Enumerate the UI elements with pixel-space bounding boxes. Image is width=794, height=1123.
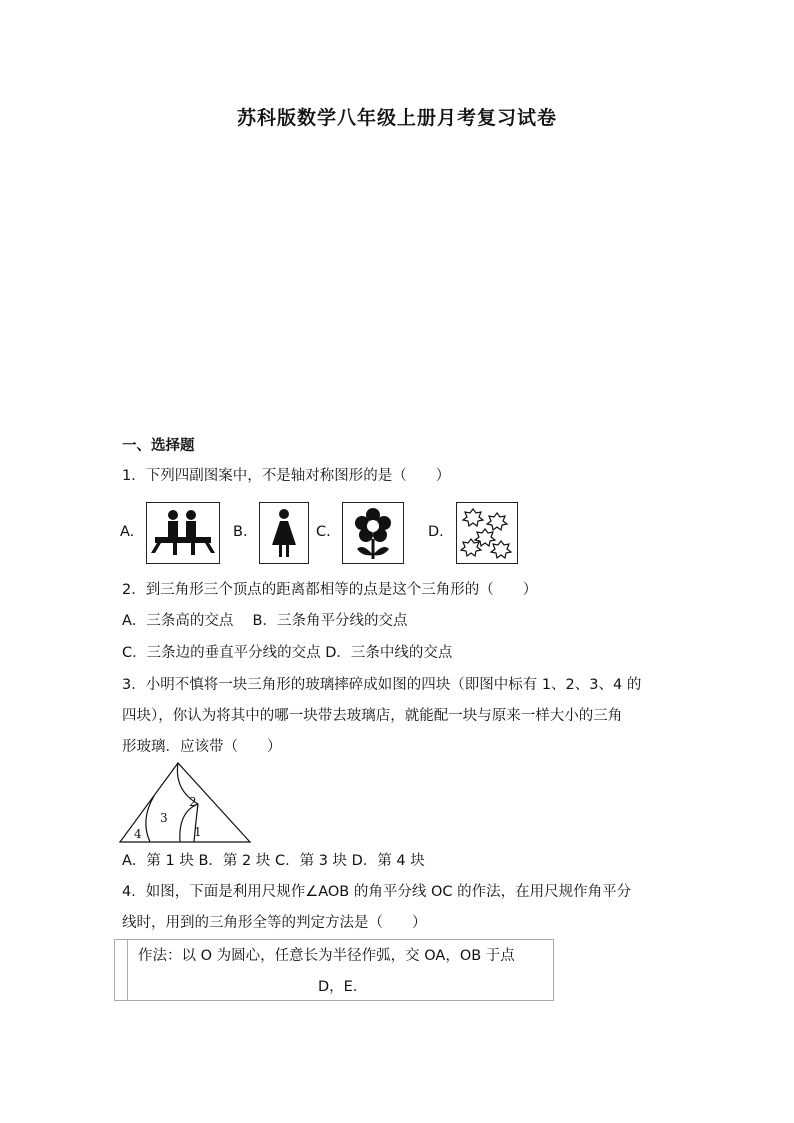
page-title: 苏科版数学八年级上册月考复习试卷: [236, 107, 557, 129]
q1-option-b-image: [259, 502, 309, 564]
question-4-line-2: 线时，用到的三角形全等的判定方法是（ ）: [122, 915, 427, 931]
question-4-line-1: 4．如图，下面是利用尺规作∠AOB 的角平分线 OC 的作法，在用尺规作角平分: [122, 884, 632, 900]
piece-label-3: 3: [160, 811, 168, 825]
q1-option-b-label: B.: [233, 524, 248, 540]
method-table: [114, 939, 554, 1001]
question-3-answers: A．第 1 块 B．第 2 块 C．第 3 块 D．第 4 块: [122, 853, 425, 869]
q1-option-a-label: A.: [120, 524, 135, 540]
q1-option-c-image: [342, 502, 404, 564]
question-2-stem: 2．到三角形三个顶点的距离都相等的点是这个三角形的（ ）: [122, 582, 538, 598]
method-table-cell: [127, 940, 553, 1000]
woman-sign-icon: [260, 503, 308, 563]
question-1-stem: 1．下列四副图案中，不是轴对称图形的是（ ）: [122, 468, 451, 484]
q1-option-d-image: [456, 502, 518, 564]
question-2-options-ab: A．三条高的交点 B．三条角平分线的交点: [122, 613, 408, 629]
crack-line-1: [146, 796, 154, 842]
piece-label-1: 1: [194, 825, 202, 839]
question-3-line-2: 四块），你认为将其中的哪一块带去玻璃店，就能配一块与原来一样大小的三角: [122, 708, 623, 724]
method-text-line-1: 作法：以 O 为圆心，任意长为半径作弧，交 OA，OB 于点: [138, 948, 515, 964]
broken-triangle-figure: [118, 760, 254, 846]
q1-option-a-image: [146, 502, 220, 564]
flower-icon: [343, 503, 403, 563]
q1-option-c-label: C.: [316, 524, 331, 540]
snowflakes-icon: [457, 503, 517, 563]
q1-option-d-label: D.: [428, 524, 444, 540]
bench-people-icon: [147, 503, 219, 563]
question-2-options-cd: C．三条边的垂直平分线的交点 D．三条中线的交点: [122, 645, 453, 661]
method-text-line-2: D，E．: [318, 979, 368, 995]
piece-label-4: 4: [134, 827, 142, 841]
section-heading: 一、选择题: [122, 438, 195, 454]
piece-label-2: 2: [189, 795, 197, 809]
question-3-line-3: 形玻璃．应该带（ ）: [122, 739, 282, 755]
question-3-line-1: 3．小明不慎将一块三角形的玻璃摔碎成如图的四块（即图中标有 1、2、3、4 的: [122, 677, 642, 693]
